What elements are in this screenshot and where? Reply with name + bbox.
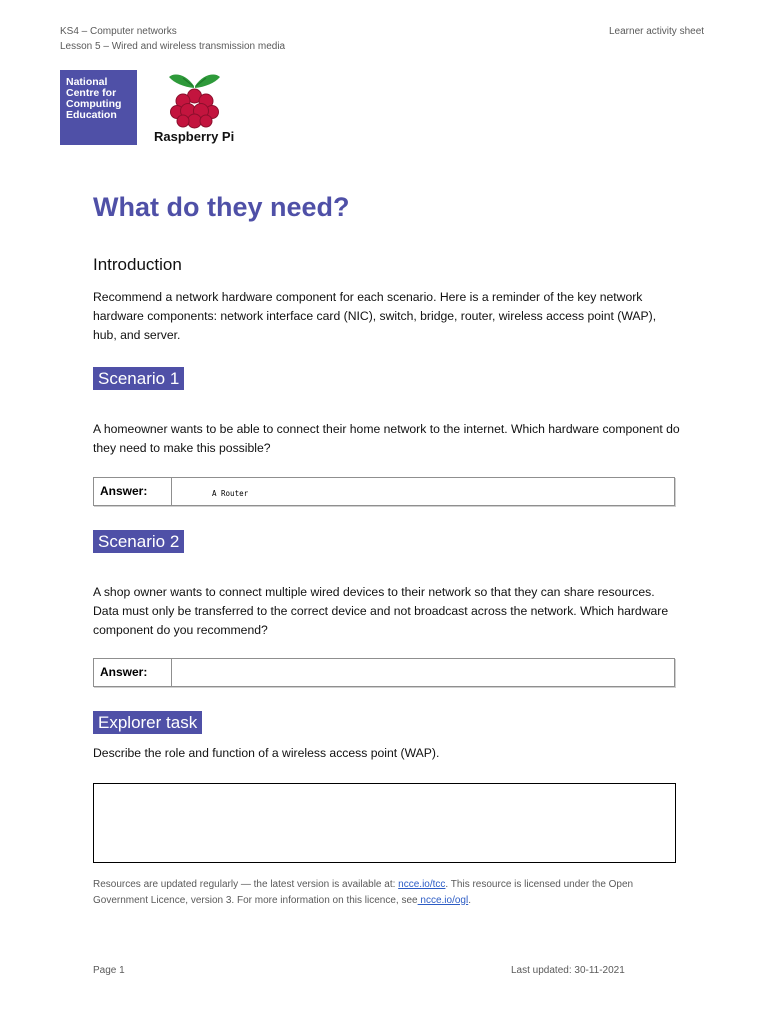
raspberry-pi-wordmark: Raspberry Pi: [154, 129, 235, 144]
answer-label: Answer:: [94, 659, 172, 686]
ncce-logo-line: Computing: [66, 98, 122, 110]
header-doc-type: Learner activity sheet: [609, 26, 705, 37]
answer-label: Answer:: [94, 478, 172, 505]
ncce-logo-line: National: [66, 76, 108, 88]
page-number: Page 1: [93, 965, 125, 976]
footer-note-text: .: [468, 894, 471, 906]
explorer-task-heading: Explorer task: [93, 711, 202, 734]
intro-heading: Introduction: [93, 255, 182, 274]
scenario-1-answer-field[interactable]: A Router: [212, 489, 249, 498]
last-updated: Last updated: 30-11-2021: [511, 965, 625, 976]
header-course: KS4 – Computer networks: [60, 26, 177, 37]
footer-note-text: Resources are updated regularly — the latest version is available at:: [93, 879, 399, 890]
scenario-1-heading: Scenario 1: [93, 367, 184, 390]
explorer-task-answer-box[interactable]: [93, 783, 676, 863]
footer-note-text: . This resource is licensed under the Open Government Licence, version 3. For more information on this licence, see: [93, 879, 634, 906]
explorer-task-text: Describe the role and function of a wireless access point (WAP).: [93, 746, 440, 760]
footer-licence-note: [93, 877, 683, 908]
page-title: What do they need?: [93, 192, 350, 222]
intro-text: Recommend a network hardware component for each scenario. Here is a reminder of the key network hardware components: network interface card (NIC), switch, bridge, router, wireless access point (WAP), hub, and server.: [93, 290, 657, 342]
ncce-logo-line: Education: [66, 109, 117, 121]
tcc-link[interactable]: ncce.io/tcc: [398, 879, 446, 890]
ogl-link[interactable]: ncce.io/ogl: [417, 894, 469, 906]
ncce-logo-line: Centre for: [66, 87, 117, 99]
header-lesson: Lesson 5 – Wired and wireless transmission media: [60, 41, 286, 52]
scenario-2-heading: Scenario 2: [93, 530, 184, 553]
scenario-1-text: A homeowner wants to be able to connect their home network to the internet. Which hardware component do they need to make this possible?: [93, 422, 680, 455]
scenario-2-answer-field[interactable]: [172, 659, 674, 686]
scenario-1-answer-box: [93, 477, 675, 506]
scenario-2-text: A shop owner wants to connect multiple wired devices to their network so that they can share resources. Data must only be transferred to the correct device and not broadcast across the network. Which hardware component do you recommend?: [93, 585, 669, 637]
ncce-logo: [60, 70, 137, 145]
scenario-2-answer-box: [93, 658, 675, 687]
